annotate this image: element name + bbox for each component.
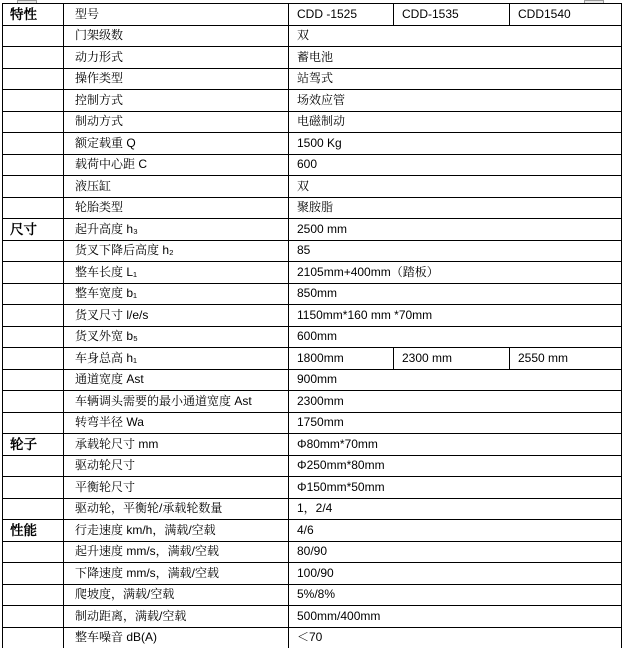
attribute-label-cell: 转弯半径 Wa <box>64 412 289 434</box>
section-empty-cell <box>3 541 64 563</box>
section-empty-cell <box>3 197 64 219</box>
table-row <box>3 369 622 391</box>
table-row <box>3 434 622 456</box>
attribute-label-cell: 驱动轮，平衡轮/承载轮数量 <box>64 498 289 520</box>
value-cell: 85 <box>289 240 622 262</box>
table-row <box>3 326 622 348</box>
value-cell: 1500 Kg <box>289 133 622 155</box>
attribute-label-cell: 动力形式 <box>64 47 289 69</box>
value-cell: 2300 mm <box>394 348 510 370</box>
attribute-label-cell: 起升速度 mm/s，满载/空载 <box>64 541 289 563</box>
value-cell: 双 <box>289 25 622 47</box>
value-cell: CDD-1535 <box>394 4 510 26</box>
attribute-label-cell: 载荷中心距 C <box>64 154 289 176</box>
section-label-cell: 特性 <box>3 4 64 26</box>
value-cell: 聚胺脂 <box>289 197 622 219</box>
section-empty-cell <box>3 326 64 348</box>
table-row <box>3 133 622 155</box>
section-empty-cell <box>3 563 64 585</box>
section-empty-cell <box>3 111 64 133</box>
value-cell: 2550 mm <box>510 348 622 370</box>
section-empty-cell <box>3 47 64 69</box>
table-row <box>3 262 622 284</box>
table-row <box>3 627 622 648</box>
table-row <box>3 348 622 370</box>
table-row <box>3 197 622 219</box>
section-empty-cell <box>3 627 64 648</box>
section-empty-cell <box>3 176 64 198</box>
value-cell: 1，2/4 <box>289 498 622 520</box>
table-row <box>3 4 622 26</box>
attribute-label-cell: 货叉下降后高度 h₂ <box>64 240 289 262</box>
table-row <box>3 391 622 413</box>
table-row <box>3 541 622 563</box>
table-row <box>3 154 622 176</box>
table-row <box>3 283 622 305</box>
attribute-label-cell: 整车长度 L₁ <box>64 262 289 284</box>
value-cell: 双 <box>289 176 622 198</box>
attribute-label-cell: 型号 <box>64 4 289 26</box>
table-row <box>3 305 622 327</box>
section-empty-cell <box>3 154 64 176</box>
section-empty-cell <box>3 584 64 606</box>
attribute-label-cell: 整车宽度 b₁ <box>64 283 289 305</box>
value-cell: 600mm <box>289 326 622 348</box>
section-empty-cell <box>3 25 64 47</box>
table-row <box>3 47 622 69</box>
section-label-cell: 轮子 <box>3 434 64 456</box>
attribute-label-cell: 爬坡度，满载/空载 <box>64 584 289 606</box>
value-cell: 1750mm <box>289 412 622 434</box>
attribute-label-cell: 车辆调头需要的最小通道宽度 Ast <box>64 391 289 413</box>
value-cell: 600 <box>289 154 622 176</box>
section-empty-cell <box>3 369 64 391</box>
attribute-label-cell: 下降速度 mm/s，满载/空载 <box>64 563 289 585</box>
attribute-label-cell: 驱动轮尺寸 <box>64 455 289 477</box>
value-cell: 蓄电池 <box>289 47 622 69</box>
value-cell: 5%/8% <box>289 584 622 606</box>
table-row <box>3 111 622 133</box>
attribute-label-cell: 液压缸 <box>64 176 289 198</box>
attribute-label-cell: 额定载重 Q <box>64 133 289 155</box>
value-cell: 电磁制动 <box>289 111 622 133</box>
section-empty-cell <box>3 262 64 284</box>
value-cell: 4/6 <box>289 520 622 542</box>
attribute-label-cell: 承载轮尺寸 mm <box>64 434 289 456</box>
value-cell: Φ250mm*80mm <box>289 455 622 477</box>
attribute-label-cell: 操作类型 <box>64 68 289 90</box>
value-cell: CDD1540 <box>510 4 622 26</box>
section-empty-cell <box>3 283 64 305</box>
attribute-label-cell: 通道宽度 Ast <box>64 369 289 391</box>
table-row <box>3 412 622 434</box>
section-empty-cell <box>3 412 64 434</box>
section-label-cell: 尺寸 <box>3 219 64 241</box>
table-row <box>3 520 622 542</box>
section-empty-cell <box>3 240 64 262</box>
attribute-label-cell: 货叉外宽 b₅ <box>64 326 289 348</box>
section-empty-cell <box>3 606 64 628</box>
value-cell: Φ150mm*50mm <box>289 477 622 499</box>
attribute-label-cell: 制动距离，满载/空载 <box>64 606 289 628</box>
section-empty-cell <box>3 305 64 327</box>
table-row <box>3 68 622 90</box>
attribute-label-cell: 起升高度 h₃ <box>64 219 289 241</box>
section-empty-cell <box>3 455 64 477</box>
value-cell: 2105mm+400mm（踏板） <box>289 262 622 284</box>
section-empty-cell <box>3 90 64 112</box>
attribute-label-cell: 行走速度 km/h，满载/空载 <box>64 520 289 542</box>
value-cell: 站驾式 <box>289 68 622 90</box>
value-cell: 100/90 <box>289 563 622 585</box>
value-cell: Φ80mm*70mm <box>289 434 622 456</box>
attribute-label-cell: 车身总高 h₁ <box>64 348 289 370</box>
value-cell: 500mm/400mm <box>289 606 622 628</box>
forklift-spec-table <box>2 3 622 648</box>
table-row <box>3 498 622 520</box>
value-cell: 2500 mm <box>289 219 622 241</box>
value-cell: 80/90 <box>289 541 622 563</box>
value-cell: 2300mm <box>289 391 622 413</box>
attribute-label-cell: 制动方式 <box>64 111 289 133</box>
value-cell: 900mm <box>289 369 622 391</box>
value-cell: CDD -1525 <box>289 4 394 26</box>
table-row <box>3 176 622 198</box>
value-cell: 1150mm*160 mm *70mm <box>289 305 622 327</box>
section-empty-cell <box>3 391 64 413</box>
value-cell: 1800mm <box>289 348 394 370</box>
attribute-label-cell: 门架级数 <box>64 25 289 47</box>
table-row <box>3 240 622 262</box>
section-empty-cell <box>3 498 64 520</box>
attribute-label-cell: 轮胎类型 <box>64 197 289 219</box>
table-row <box>3 90 622 112</box>
section-empty-cell <box>3 477 64 499</box>
table-row <box>3 25 622 47</box>
attribute-label-cell: 平衡轮尺寸 <box>64 477 289 499</box>
section-empty-cell <box>3 133 64 155</box>
section-label-cell: 性能 <box>3 520 64 542</box>
attribute-label-cell: 货叉尺寸 l/e/s <box>64 305 289 327</box>
table-row <box>3 563 622 585</box>
section-empty-cell <box>3 68 64 90</box>
value-cell: 场效应管 <box>289 90 622 112</box>
table-row <box>3 477 622 499</box>
section-empty-cell <box>3 348 64 370</box>
value-cell: ＜70 <box>289 627 622 648</box>
table-row <box>3 606 622 628</box>
attribute-label-cell: 控制方式 <box>64 90 289 112</box>
table-row <box>3 584 622 606</box>
table-row <box>3 455 622 477</box>
value-cell: 850mm <box>289 283 622 305</box>
table-row <box>3 219 622 241</box>
spec-table-body <box>3 4 622 648</box>
attribute-label-cell: 整车噪音 dB(A) <box>64 627 289 648</box>
